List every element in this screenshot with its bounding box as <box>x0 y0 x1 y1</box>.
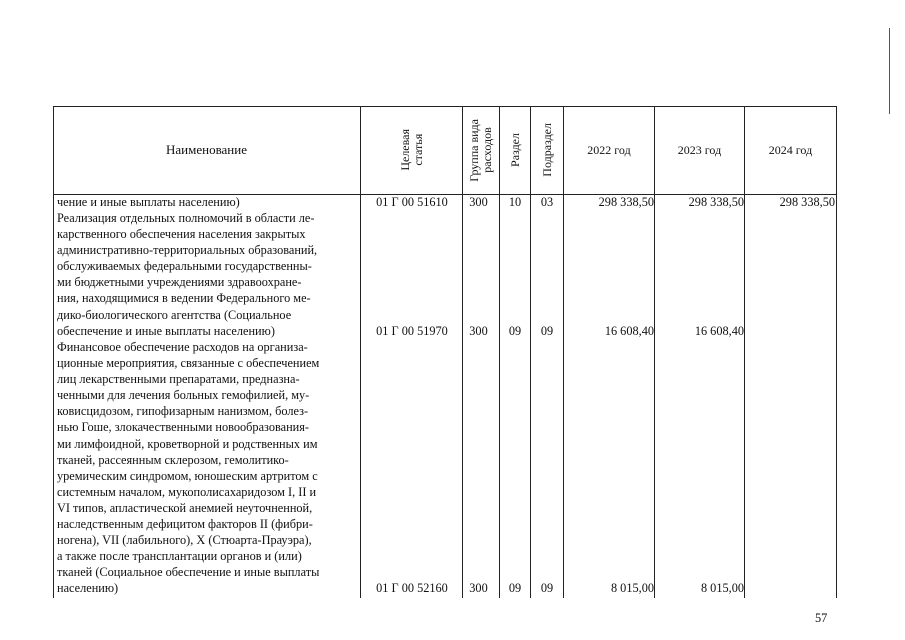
row-2-section: 09 <box>508 581 522 595</box>
header-year-2024: 2024 год <box>768 142 813 157</box>
scan-artifact-line <box>889 28 890 114</box>
header-subsection-text: Подраздел <box>539 123 554 177</box>
col-border-8 <box>836 106 837 598</box>
header-name: Наименование <box>166 142 247 157</box>
row-2-subsection: 09 <box>540 581 554 595</box>
header-target-article-text: Целевая статья <box>397 129 425 171</box>
row-2-group: 300 <box>469 581 488 595</box>
row-0-y2022: 298 338,50 <box>598 195 654 209</box>
header-section <box>500 106 530 194</box>
row-0-code: 01 Г 00 51610 <box>376 195 448 209</box>
row-0-section: 10 <box>508 195 522 209</box>
row-0-y2024: 298 338,50 <box>779 195 835 209</box>
header-expense-group-text: Группа вида расходов <box>467 118 494 182</box>
row-0-description: чение и иные выплаты населению) <box>57 195 240 209</box>
row-0-group: 300 <box>469 195 488 209</box>
row-1-code: 01 Г 00 51970 <box>376 324 448 338</box>
row-2-y2023: 8 015,00 <box>700 581 744 595</box>
row-1-description: Реализация отдельных полномочий в области ле- карственного обеспечения населения закрытых административно-территориальных образований, обслуживаемых федеральными государственны- ми бюджетными учреждениями здравоохране- ния, находящимися в ведении Федерального ме- дико-биологического агентства (Социальное обеспечение и иные выплаты населению) <box>57 211 318 338</box>
header-section-text: Раздел <box>507 133 522 167</box>
row-1-y2022: 16 608,40 <box>604 324 654 338</box>
row-1-y2023: 16 608,40 <box>694 324 744 338</box>
row-1-subsection: 09 <box>540 324 554 338</box>
row-2-description: Финансовое обеспечение расходов на организа- ционные мероприятия, связанные с обеспечением лиц лекарственными препаратами, предназна- ченными для лечения больных гемофилией, му- ковисцидозом, гипофизарным нанизмом, болез- нью Гоше, злокачественными новообразования- ми лимфоидной, кроветворной и родственных им тканей, рассеянным склерозом, гемолитико- уремическим синдромом, юношеским артритом с системным началом, мукополисахаридозом I, II и VI типов, апластической анемией неуточненной, наследственным дефицитом факторов II (фибри- ногена), VII (лабильного), X (Стюарта-Прауэра), а также после трансплантации органов и (или) тканей (Социальное обеспечение и иные выплаты населению) <box>57 340 320 596</box>
row-1-section: 09 <box>508 324 522 338</box>
header-year-2022: 2022 год <box>587 142 631 157</box>
header-expense-group <box>463 106 499 194</box>
row-0-subsection: 03 <box>540 195 554 209</box>
row-2-y2022: 8 015,00 <box>610 581 654 595</box>
budget-table <box>53 106 837 598</box>
row-0-y2023: 298 338,50 <box>688 195 744 209</box>
row-1-group: 300 <box>469 324 488 338</box>
row-2-code: 01 Г 00 52160 <box>376 581 448 595</box>
header-year-2023: 2023 год <box>677 142 722 157</box>
header-target-article <box>361 106 462 194</box>
header-subsection <box>531 106 563 194</box>
page-number: 57 <box>815 611 828 625</box>
